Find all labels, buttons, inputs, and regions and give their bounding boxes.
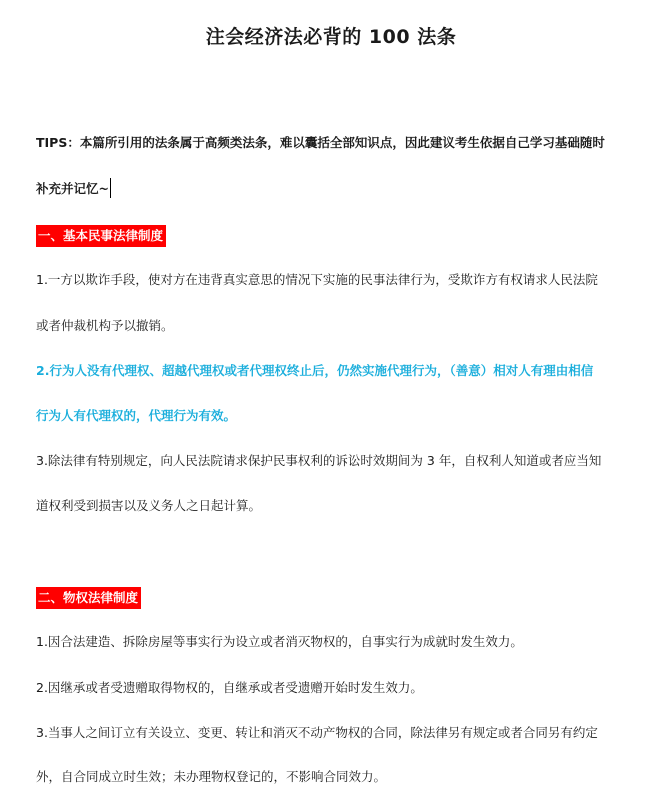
section-heading-property-law: 二、物权法律制度 <box>36 587 141 609</box>
item-2-2-line-1: 2.因继承或者受遗赠取得物权的，自继承或者受遗赠开始时发生效力。 <box>36 680 423 695</box>
item-2-3-line-1: 3.当事人之间订立有关设立、变更、转让和消灭不动产物权的合同，除法律另有规定或者合同另有约定 <box>36 725 598 740</box>
document-title: 注会经济法必背的 100 法条 <box>205 26 457 48</box>
item-1-1-line-2: 或者仲裁机构予以撤销。 <box>36 318 174 333</box>
item-1-2-line-2: 行为人有代理权的，代理行为有效。 <box>36 408 237 423</box>
text-cursor <box>110 178 112 198</box>
section-heading-civil-law: 一、基本民事法律制度 <box>36 225 166 247</box>
item-1-1-line-1: 1.一方以欺诈手段，使对方在违背真实意思的情况下实施的民事法律行为，受欺诈方有权请求人民法院 <box>36 272 598 287</box>
item-2-3-line-2: 外，自合同成立时生效；未办理物权登记的，不影响合同效力。 <box>36 769 387 784</box>
item-2-1-line-1: 1.因合法建造、拆除房屋等事实行为设立或者消灭物权的，自事实行为成就时发生效力。 <box>36 634 523 649</box>
tips-line-2[interactable] <box>36 178 636 198</box>
item-1-3-line-1: 3.除法律有特别规定，向人民法院请求保护民事权利的诉讼时效期间为 3 年，自权利人知道或者应当知 <box>36 453 602 468</box>
item-1-2-line-1: 2.行为人没有代理权、超越代理权或者代理权终止后，仍然实施代理行为，（善意）相对人有理由相信 <box>36 363 594 378</box>
tips-line-1: TIPS：本篇所引用的法条属于高频类法条，难以囊括全部知识点，因此建议考生依据自己学习基础随时 <box>36 135 605 150</box>
item-1-3-line-2: 道权利受到损害以及义务人之日起计算。 <box>36 498 262 513</box>
tips-line-2-text: 补充并记忆~ <box>36 181 109 196</box>
